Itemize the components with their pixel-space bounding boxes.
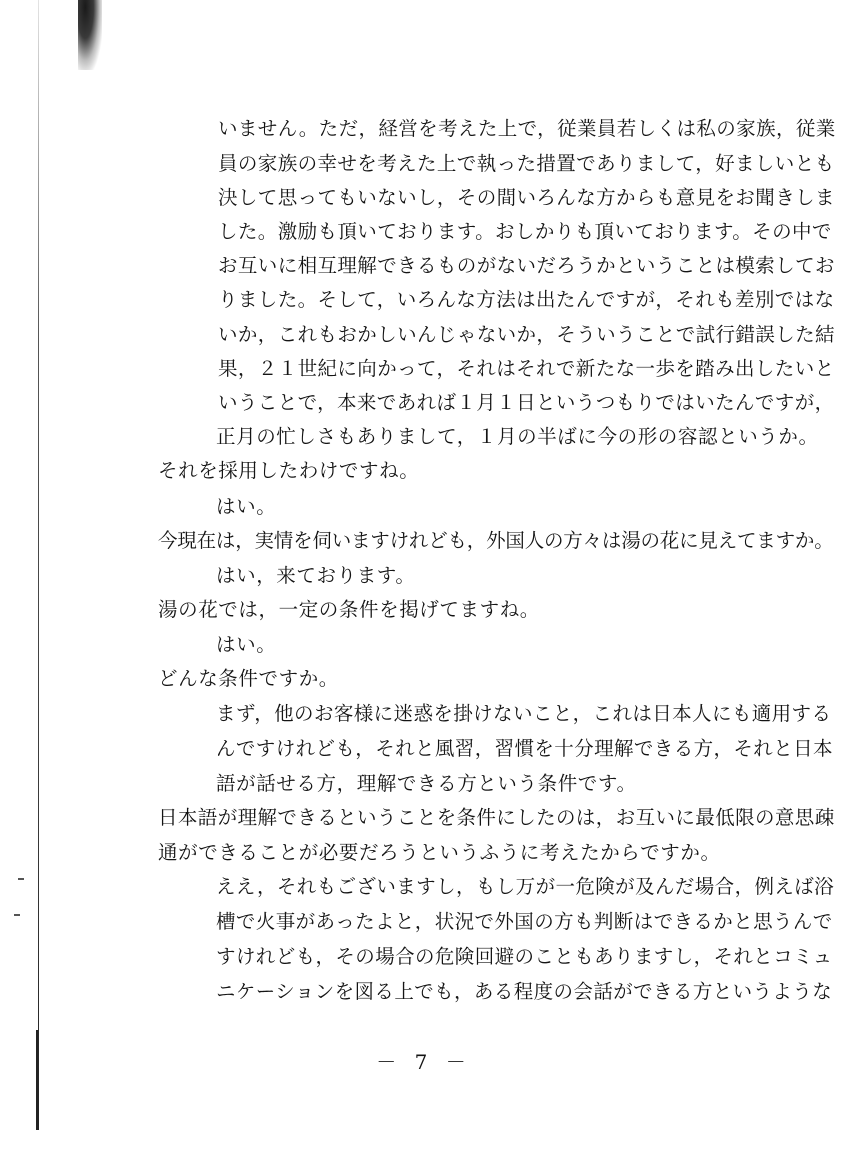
- scan-edge-shadow: [78, 0, 102, 70]
- answer-line: いません。ただ，経営を考えた上で，従業員若しくは私の家族，従業: [218, 117, 836, 140]
- answer-line: すけれども，その場合の危険回避のこともありますし，それとコミュ: [216, 945, 833, 968]
- answer-line: ニケーションを図る上でも，ある程度の会話ができる方というような: [216, 980, 833, 1003]
- answer-line: お互いに相互理解できるものがないだろうかということは模索してお: [218, 254, 835, 277]
- scan-edge-line-bottom: [36, 1030, 38, 1130]
- answer-line: 語が話せる方，理解できる方という条件です。: [216, 772, 637, 795]
- answer-line: 決して思ってもいないし，その間いろんな方からも意見をお聞きしま: [218, 186, 835, 209]
- answer-line: 果，２１世紀に向かって，それはそれで新たな一歩を踏み出したいと: [218, 357, 835, 380]
- answer-line: いうことで，本来であれば１月１日というつもりではいたんですが，: [218, 391, 835, 414]
- question-line: 今現在は，実情を伺いますけれども，外国人の方々は湯の花に見えてますか。: [158, 529, 834, 552]
- answer-line: 正月の忙しさもありまして，１月の半ばに今の形の容認というか。: [216, 425, 819, 448]
- answer-line: りました。そして，いろんな方法は出たんですが，それも差別ではな: [218, 288, 835, 311]
- question-line: 湯の花では，一定の条件を掲げてますね。: [158, 598, 540, 621]
- answer-line: はい。: [216, 633, 277, 656]
- answer-line: んですけれども，それと風習，習慣を十分理解できる方，それと日本: [216, 737, 833, 760]
- answer-line: いか，これもおかしいんじゃないか，そういうことで試行錯誤した結: [218, 323, 835, 346]
- scan-speck: [14, 914, 20, 916]
- answer-line: 員の家族の幸せを考えた上で執った措置でありまして，好ましいとも: [218, 152, 835, 175]
- answer-line: はい。: [216, 495, 277, 518]
- scan-speck: [18, 878, 24, 880]
- answer-line: 槽で火事があったよと，状況で外国の方も判断はできるかと思うんで: [216, 910, 833, 933]
- answer-line: した。激励も頂いております。おしかりも頂いております。その中で: [218, 220, 832, 243]
- page-number: － 7 －: [376, 1050, 472, 1074]
- question-line: それを採用したわけですね。: [158, 459, 420, 482]
- question-line: 通ができることが必要だろうというふうに考えたからですか。: [158, 841, 721, 864]
- question-line: どんな条件ですか。: [158, 667, 339, 690]
- answer-line: ええ，それもございますし，もし万が一危険が及んだ場合，例えば浴: [216, 875, 835, 898]
- question-line: 日本語が理解できるということを条件にしたのは，お互いに最低限の意思疎: [158, 806, 835, 829]
- answer-line: まず，他のお客様に迷惑を掛けないこと，これは日本人にも適用する: [216, 702, 832, 725]
- answer-line: はい，来ております。: [216, 564, 416, 587]
- scan-edge-line: [38, 0, 39, 1130]
